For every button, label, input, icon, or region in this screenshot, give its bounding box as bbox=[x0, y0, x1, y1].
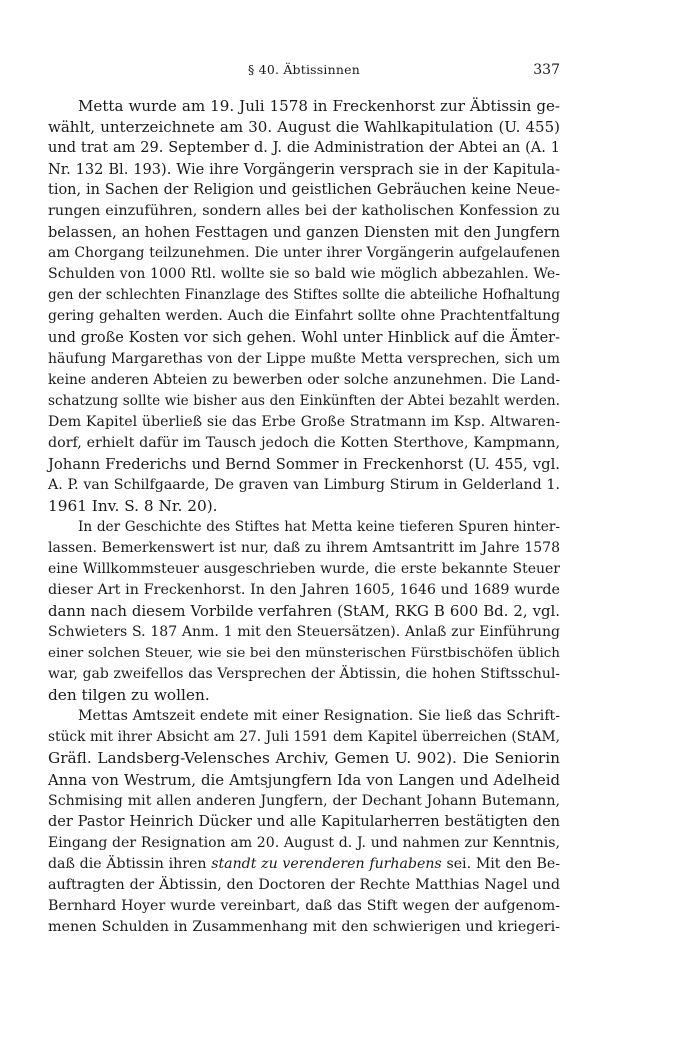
text-line-with-italic bbox=[48, 854, 560, 875]
text-line: auftragten der Äbtissin, den Doctoren der Rechte Matthias Nagel und bbox=[48, 876, 560, 893]
paragraph-1 bbox=[48, 96, 560, 517]
text-line: menen Schulden in Zusammenhang mit den schwierigen und kriegeri- bbox=[48, 918, 560, 935]
text-line: eine Willkommsteuer ausgeschrieben wurde, die erste bekannte Steuer bbox=[48, 561, 560, 578]
text-line: dann nach diesem Vorbilde verfahren (StAM, RKG B 600 Bd. 2, vgl. bbox=[48, 602, 560, 621]
text-line: keine anderen Abteien zu bewerben oder solche anzunehmen. Die Land- bbox=[48, 371, 560, 388]
paragraph-2 bbox=[48, 517, 560, 706]
text-line: gen der schlechten Finanzlage des Stiftes sollte die abteiliche Hofhaltung bbox=[48, 287, 560, 304]
text-line: Schulden von 1000 Rtl. wollte sie so bald wie möglich abbezahlen. We- bbox=[48, 266, 560, 283]
section-title: § 40. Äbtissinnen bbox=[248, 62, 360, 77]
text-line: wählt, unterzeichnete am 30. August die Wahlkapitulation (U. 455) bbox=[48, 118, 560, 137]
italic-quote: standt zu verenderen furhabens bbox=[211, 855, 442, 872]
text-line: 1961 Inv. S. 8 Nr. 20). bbox=[48, 496, 218, 515]
text-line: Johann Frederichs und Bernd Sommer in Freckenhorst (U. 455, vgl. bbox=[48, 455, 560, 473]
text-line: Schmising mit allen anderen Jungfern, der Dechant Johann Butemann, bbox=[48, 792, 560, 809]
text-line: Nr. 132 Bl. 193). Wie ihre Vorgängerin versprach sie in der Kapitula- bbox=[48, 161, 560, 179]
text-line: Gräfl. Landsberg-Velensches Archiv, Gemen U. 902). Die Seniorin bbox=[48, 749, 560, 768]
text-line: stück mit ihrer Absicht am 27. Juli 1591 dem Kapitel überreichen (StAM, bbox=[48, 729, 560, 746]
text-segment: daß die Äbtissin ihren bbox=[48, 855, 212, 872]
running-header bbox=[48, 62, 560, 82]
text-line: rungen einzuführen, sondern alles bei der katholischen Konfession zu bbox=[48, 203, 560, 220]
text-line: den tilgen zu wollen. bbox=[48, 686, 210, 705]
text-line: Anna von Westrum, die Amtsjungfern Ida von Langen und Adelheid bbox=[48, 770, 560, 789]
paragraph-3 bbox=[48, 706, 560, 938]
text-line: lassen. Bemerkenswert ist nur, daß zu ihrem Amtsantritt im Jahre 1578 bbox=[48, 539, 560, 556]
text-line: am Chorgang teilzunehmen. Die unter ihrer Vorgängerin aufgelaufenen bbox=[48, 245, 560, 262]
text-line: gering gehalten werden. Auch die Einfahrt sollte ohne Prachtentfaltung bbox=[48, 308, 560, 325]
text-segment: sei. Mit den Be- bbox=[441, 855, 560, 872]
text-line: In der Geschichte des Stiftes hat Metta keine tieferen Spuren hinter- bbox=[78, 518, 560, 535]
text-line: dieser Art in Freckenhorst. In den Jahren 1605, 1646 und 1689 wurde bbox=[48, 582, 560, 599]
text-line: Eingang der Resignation am 20. August d. J. und nahmen zur Kenntnis, bbox=[48, 834, 560, 851]
text-line: tion, in Sachen der Religion und geistlichen Gebräuchen keine Neue- bbox=[48, 182, 560, 199]
text-line: Metta wurde am 19. Juli 1578 in Freckenhorst zur Äbtissin ge- bbox=[78, 97, 560, 115]
body-text bbox=[48, 96, 560, 938]
page-number: 337 bbox=[533, 62, 560, 78]
text-line: einer solchen Steuer, wie sie bei den münsterischen Fürstbischöfen üblich bbox=[48, 645, 560, 662]
text-line: Schwieters S. 187 Anm. 1 mit den Steuersätzen). Anlaß zur Einführung bbox=[48, 624, 560, 641]
text-line: Bernhard Hoyer wurde vereinbart, daß das Stift wegen der aufgenom- bbox=[48, 897, 560, 914]
text-line: häufung Margarethas von der Lippe mußte Metta versprechen, sich um bbox=[48, 350, 560, 367]
text-line: dorf, erhielt dafür im Tausch jedoch die Kotten Sterthove, Kampmann, bbox=[48, 434, 560, 451]
text-line: und trat am 29. September d. J. die Administration der Abtei an (A. 1 bbox=[48, 140, 560, 157]
text-line: schatzung sollte wie bisher aus den Einkünften der Abtei bezahlt werden. bbox=[48, 392, 560, 409]
text-line: und große Kosten vor sich gehen. Wohl unter Hinblick auf die Ämter- bbox=[48, 329, 560, 346]
text-line: der Pastor Heinrich Dücker und alle Kapitularherren bestätigten den bbox=[48, 813, 560, 830]
text-line: war, gab zweifellos das Versprechen der Äbtissin, die hohen Stiftsschul- bbox=[48, 666, 560, 683]
text-line: belassen, an hohen Festtagen und ganzen Diensten mit den Jungfern bbox=[48, 224, 560, 242]
text-line: Dem Kapitel überließ sie das Erbe Große Stratmann im Ksp. Altwaren- bbox=[48, 413, 560, 430]
text-line: Mettas Amtszeit endete mit einer Resignation. Sie ließ das Schrift- bbox=[78, 708, 560, 725]
text-line: A. P. van Schilfgaarde, De graven van Limburg Stirum in Gelderland 1. bbox=[48, 476, 560, 493]
